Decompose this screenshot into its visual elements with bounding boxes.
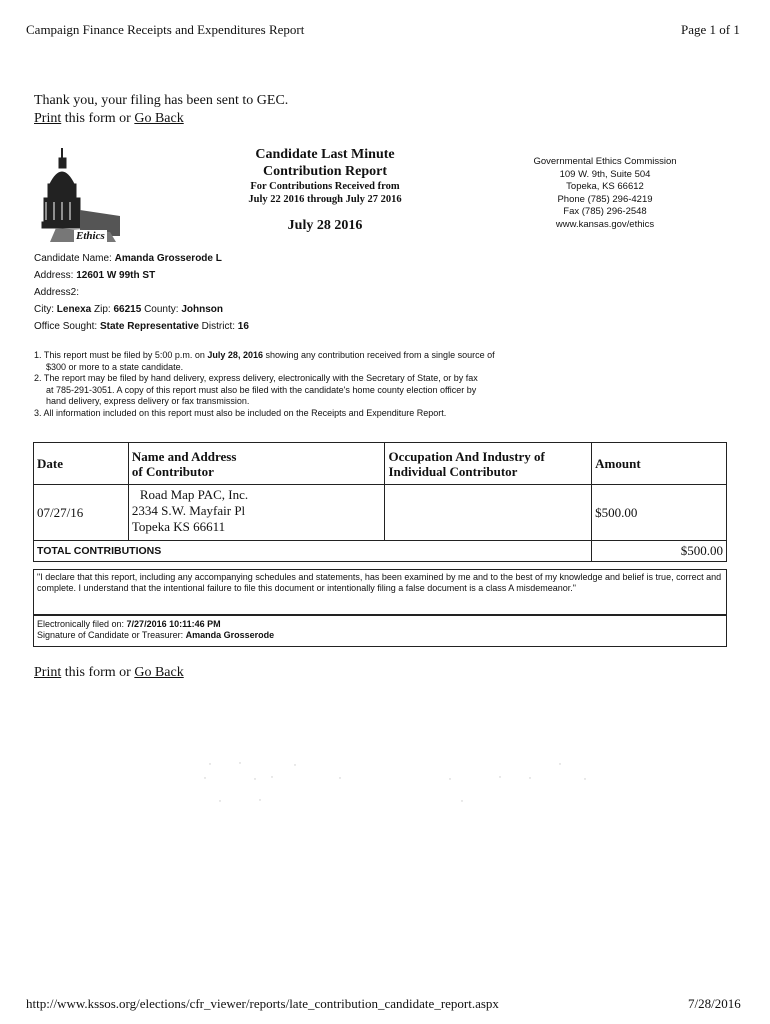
zip-label: Zip:	[91, 304, 114, 315]
row-occupation	[385, 485, 592, 541]
instruction-2: 2. The report may be filed by hand delivery, express delivery, electronically with the Secretary of State, or by fax	[34, 373, 478, 383]
candidate-city: Lenexa	[56, 304, 92, 315]
bottom-nav	[34, 665, 184, 681]
district-label: District:	[198, 321, 238, 332]
row-amount-text: $500.00	[595, 504, 638, 520]
print-header-page: Page 1 of 1	[681, 22, 740, 37]
header-name-line1: Name and Address	[131, 448, 237, 464]
header-occupation-line1: Occupation And Industry of	[388, 448, 545, 464]
agency-phone: Phone (785) 296-4219	[557, 193, 653, 205]
report-title-line1: Candidate Last Minute	[255, 147, 395, 162]
candidate-office: State Representative	[99, 321, 199, 332]
report-subtitle-line2: July 22 2016 through July 27 2016	[248, 194, 402, 205]
header-occupation-line2: Individual Contributor	[388, 463, 518, 479]
go-back-link[interactable]: Go Back	[134, 111, 184, 126]
instructions	[34, 350, 734, 419]
total-label-cell	[34, 541, 592, 562]
signature-label: Signature of Candidate or Treasurer:	[37, 630, 186, 640]
agency-info	[510, 156, 700, 231]
nav-separator-text: this form or	[61, 111, 135, 126]
filed-on-label: Electronically filed on:	[37, 619, 127, 629]
candidate-name: Amanda Grosserode L	[114, 253, 222, 264]
instruction-1	[34, 350, 734, 362]
header-amount	[592, 443, 727, 485]
report-subtitle-line1: For Contributions Received from	[250, 181, 400, 192]
declaration-box	[33, 569, 727, 615]
candidate-zip: 66215	[113, 304, 142, 315]
office-label: Office Sought:	[34, 321, 100, 332]
agency-city: Topeka, KS 66612	[566, 181, 644, 192]
candidate-address-label: Address:	[34, 270, 77, 281]
city-label: City:	[34, 304, 57, 315]
header-date	[34, 443, 129, 485]
contributor-address1: 2334 S.W. Mayfair Pl	[131, 503, 246, 518]
header-name-line2: of Contributor	[131, 463, 214, 479]
total-value-cell	[592, 541, 727, 562]
print-footer-date: 7/28/2016	[688, 996, 741, 1011]
instruction-1-part-c: showing any contribution received from a single source of	[262, 350, 495, 360]
header-occupation	[385, 443, 592, 485]
candidate-address: 12601 W 99th ST	[76, 270, 156, 281]
instruction-2-cont1: at 785-291-3051. A copy of this report must also be filed with the candidate's home county election officer by	[46, 384, 477, 395]
declaration-text: "I declare that this report, including any accompanying schedules and statements, has been examined by me and to the best of my knowledge and belief is true, correct and complete. I understand that the intentional failure to file this document or intentionally filing a false document is a class A misdemeanor."	[37, 572, 722, 593]
signature-line	[37, 630, 723, 641]
filing-deadline: July 28, 2016	[207, 350, 263, 360]
agency-name: Governmental Ethics Commission	[533, 156, 677, 167]
capitol-logo	[40, 146, 130, 246]
instruction-2-cont2: hand delivery, express delivery or fax transmission.	[46, 396, 250, 406]
scan-artifact	[200, 760, 600, 810]
print-header-title: Campaign Finance Receipts and Expenditures Report	[26, 22, 305, 37]
candidate-district: 16	[237, 321, 249, 332]
candidate-office-line	[34, 318, 249, 335]
nav-separator-text-bottom: this form or	[61, 665, 135, 680]
instruction-1-cont: $300 or more to a state candidate.	[46, 361, 184, 372]
candidate-county: Johnson	[181, 304, 223, 315]
report-title	[200, 146, 450, 234]
filing-info-box	[33, 615, 727, 647]
candidate-address2-line	[34, 284, 249, 301]
total-label: TOTAL CONTRIBUTIONS	[37, 545, 162, 557]
agency-fax: Fax (785) 296-2548	[563, 206, 647, 217]
table-row	[34, 485, 727, 541]
print-footer-url: http://www.kssos.org/elections/cfr_viewer/reports/late_contribution_candidate_report.aspx	[26, 996, 499, 1011]
contributor-address2: Topeka KS 66611	[131, 519, 226, 534]
logo-caption: Ethics	[76, 230, 105, 242]
filed-on-line	[37, 619, 723, 630]
row-contributor	[128, 485, 385, 541]
agency-web: www.kansas.gov/ethics	[555, 218, 655, 230]
report-title-line2: Contribution Report	[262, 164, 388, 179]
candidate-name-line	[34, 250, 249, 267]
header-amount-text: Amount	[595, 456, 641, 471]
candidate-address-line	[34, 267, 249, 284]
header-date-text: Date	[37, 456, 63, 471]
report-date: July 28 2016	[287, 218, 363, 233]
total-row	[34, 541, 727, 562]
candidate-info	[34, 250, 249, 335]
instruction-1-part-a: 1. This report must be filed by 5:00 p.m. on	[34, 350, 208, 360]
contributions-table	[33, 442, 727, 562]
thank-you-message: Thank you, your filing has been sent to GEC.	[34, 93, 289, 108]
row-amount	[592, 485, 727, 541]
table-header-row	[34, 443, 727, 485]
filed-on-value: 7/27/2016 10:11:46 PM	[126, 619, 221, 629]
total-value: $500.00	[680, 543, 723, 558]
go-back-link-bottom[interactable]: Go Back	[134, 665, 184, 680]
county-label: County:	[141, 304, 182, 315]
instruction-3: 3. All information included on this report must also be included on the Receipts and Expenditure Report.	[34, 407, 447, 418]
contributor-name: Road Map PAC, Inc.	[139, 487, 249, 502]
agency-address: 109 W. 9th, Suite 504	[559, 168, 651, 180]
header-name	[128, 443, 385, 485]
print-link-bottom[interactable]: Print	[34, 665, 62, 680]
top-nav	[34, 111, 184, 127]
candidate-address2-label: Address2:	[34, 287, 80, 298]
row-date-text: 07/27/16	[37, 504, 84, 520]
print-link[interactable]: Print	[34, 111, 62, 126]
signature-value: Amanda Grosserode	[185, 630, 275, 640]
candidate-name-label: Candidate Name:	[34, 253, 115, 264]
row-date	[34, 485, 129, 541]
candidate-city-line	[34, 301, 249, 318]
